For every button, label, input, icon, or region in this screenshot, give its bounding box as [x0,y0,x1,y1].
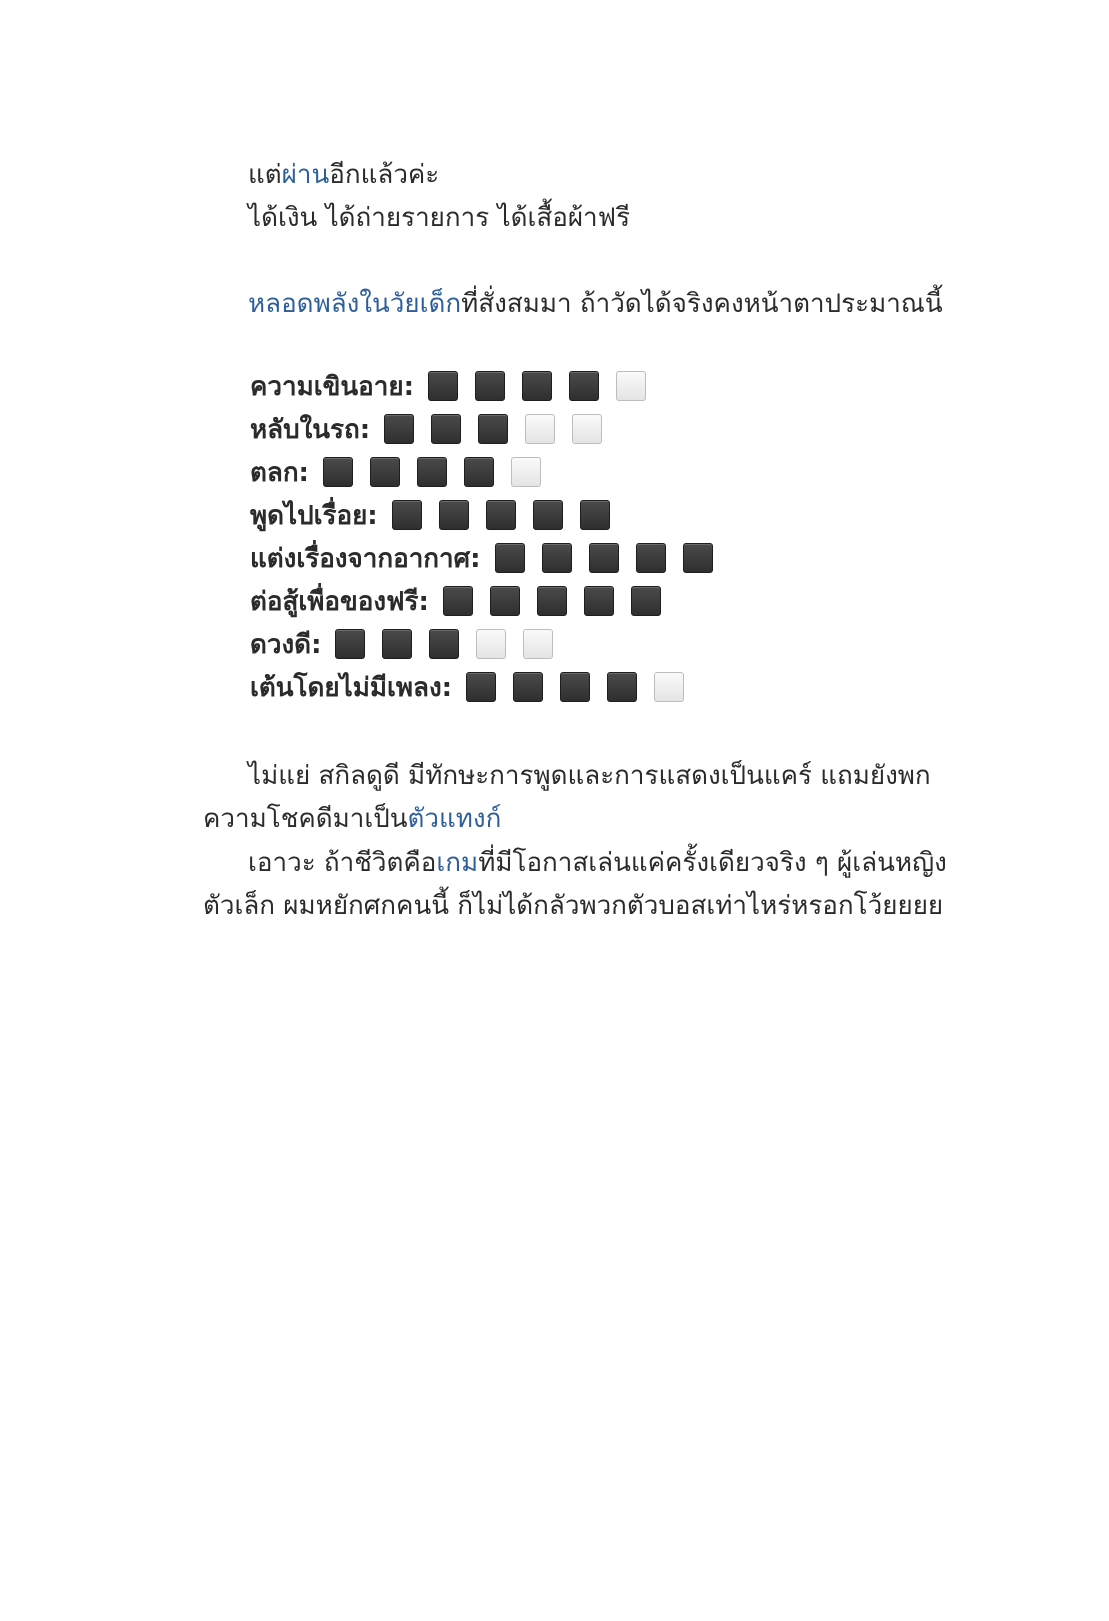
stat-row [250,667,701,707]
para2-line-2: ตัวเล็ก ผมหยักศกคนนี้ ก็ไม่ได้กลัวพวกตัวบอสเท่าไหร่หรอกโว้ยยยย [203,891,944,921]
filled-square-icon [631,586,661,616]
filled-square-icon [495,543,525,573]
filled-square-icon [382,629,412,659]
stat-row [250,495,627,535]
power-text: ที่สั่งสมมา ถ้าวัดได้จริงคงหน้าตาประมาณนี้ [461,289,943,319]
filled-square-icon [466,672,496,702]
stat-meter [335,629,570,659]
filled-square-icon [439,500,469,530]
stat-meter [392,500,627,530]
stat-row [250,409,619,449]
stat-label: ต่อสู้เพื่อของฟรี: [250,586,429,617]
intro-line-1 [248,157,439,193]
filled-square-icon [580,500,610,530]
pass-link[interactable]: ผ่าน [281,160,330,190]
stat-label: ตลก: [250,457,309,488]
filled-square-icon [464,457,494,487]
stat-meter [384,414,619,444]
empty-square-icon [654,672,684,702]
empty-square-icon [523,629,553,659]
stat-meter [466,672,701,702]
para1-line-1: ไม่แย่ สกิลดูดี มีทักษะการพูดและการแสดงเป็นแคร์ แถมยังพก [248,761,931,791]
filled-square-icon [560,672,590,702]
tank-link[interactable]: ตัวแทงก์ [407,804,502,834]
filled-square-icon [537,586,567,616]
para2-line-1 [248,845,947,881]
filled-square-icon [392,500,422,530]
stat-label: ความเขินอาย: [250,371,415,402]
para1-text: ความโชคดีมาเป็น [203,804,408,834]
game-link[interactable]: เกม [436,848,479,878]
filled-square-icon [490,586,520,616]
filled-square-icon [431,414,461,444]
stat-label: เต้นโดยไม่มีเพลง: [250,672,453,703]
filled-square-icon [607,672,637,702]
filled-square-icon [486,500,516,530]
empty-square-icon [525,414,555,444]
intro-text-suffix: อีกแล้วค่ะ [329,160,440,190]
filled-square-icon [513,672,543,702]
filled-square-icon [429,629,459,659]
power-bar-link[interactable]: หลอดพลังในวัยเด็ก [248,289,462,319]
filled-square-icon [475,371,505,401]
stat-meter [443,586,678,616]
filled-square-icon [443,586,473,616]
stat-row [250,624,570,664]
filled-square-icon [569,371,599,401]
stat-row [250,366,663,406]
empty-square-icon [476,629,506,659]
stat-label: ดวงดี: [250,629,322,660]
filled-square-icon [683,543,713,573]
para1-line-2 [203,801,501,837]
stat-label: แต่งเรื่องจากอากาศ: [250,543,481,574]
filled-square-icon [533,500,563,530]
stat-row [250,538,730,578]
stat-row [250,581,678,621]
power-line [248,286,943,322]
empty-square-icon [511,457,541,487]
filled-square-icon [384,414,414,444]
para2-text-suffix: ที่มีโอกาสเล่นแค่ครั้งเดียวจริง ๆ ผู้เล่นหญิง [478,848,947,878]
intro-text-prefix: แต่ [248,160,282,190]
filled-square-icon [428,371,458,401]
stat-label: พูดไปเรื่อย: [250,500,378,531]
para2-text-prefix: เอาวะ ถ้าชีวิตคือ [248,848,437,878]
filled-square-icon [589,543,619,573]
empty-square-icon [572,414,602,444]
intro-line-2: ได้เงิน ได้ถ่ายรายการ ได้เสื้อผ้าฟรี [248,203,631,233]
stat-label: หลับในรถ: [250,414,371,445]
stat-meter [495,543,730,573]
filled-square-icon [636,543,666,573]
stat-meter [428,371,663,401]
stat-row [250,452,558,492]
filled-square-icon [335,629,365,659]
filled-square-icon [478,414,508,444]
filled-square-icon [370,457,400,487]
filled-square-icon [323,457,353,487]
filled-square-icon [417,457,447,487]
empty-square-icon [616,371,646,401]
stat-meter [323,457,558,487]
filled-square-icon [542,543,572,573]
filled-square-icon [584,586,614,616]
filled-square-icon [522,371,552,401]
